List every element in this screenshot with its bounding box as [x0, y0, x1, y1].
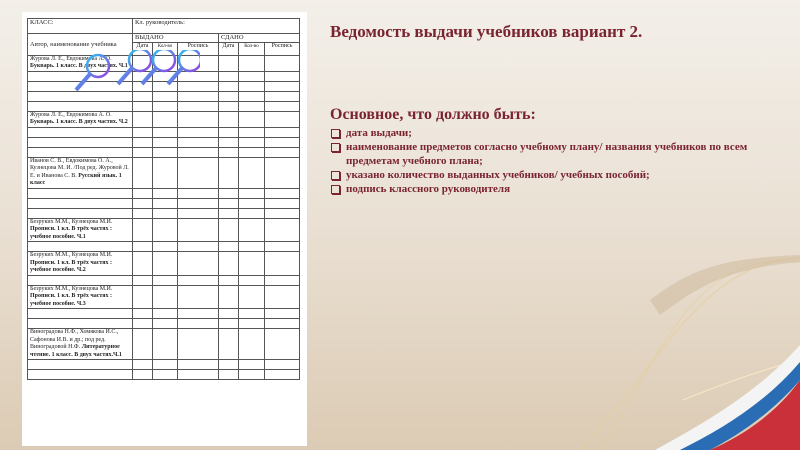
checkbox-bullet-icon	[331, 129, 340, 138]
book-authors: Журова Л. Е., Евдокимова А. О.	[30, 111, 112, 118]
cell[interactable]	[178, 285, 219, 309]
cell[interactable]	[239, 157, 265, 188]
cell[interactable]	[219, 147, 239, 157]
cell[interactable]	[178, 252, 219, 276]
cell[interactable]	[133, 360, 153, 370]
requirements-list	[330, 126, 760, 196]
cell[interactable]	[265, 101, 300, 111]
cell[interactable]	[28, 370, 133, 380]
cell[interactable]	[133, 285, 153, 309]
cell[interactable]	[178, 329, 219, 360]
slide-title: Ведомость выдачи учебников вариант 2.	[330, 22, 643, 41]
cell[interactable]	[239, 360, 265, 370]
cell[interactable]	[239, 370, 265, 380]
cell[interactable]	[219, 198, 239, 208]
cell[interactable]	[133, 147, 153, 157]
cell[interactable]	[28, 319, 133, 329]
book-authors: Безруких М.М., Кузнецова М.И.	[30, 252, 113, 258]
cell[interactable]	[178, 198, 219, 208]
cell[interactable]	[265, 111, 300, 127]
book-cell	[28, 218, 133, 242]
book-row	[28, 157, 300, 188]
requirement-text: дата выдачи;	[346, 127, 412, 139]
cell[interactable]	[133, 101, 153, 111]
cell[interactable]	[219, 285, 239, 309]
book-title: Прописи. 1 кл. В трёх частях : учебное пособие. Ч.2	[30, 259, 113, 273]
cell[interactable]	[219, 81, 239, 91]
issued-header: ВЫДАНО	[133, 34, 219, 43]
empty-row	[28, 147, 300, 157]
cell[interactable]	[178, 218, 219, 242]
magnifier-icon	[76, 50, 200, 90]
cell[interactable]	[219, 208, 239, 218]
cell[interactable]	[178, 319, 219, 329]
author-header: Автор, наименование учебника	[28, 34, 133, 56]
cell[interactable]	[265, 91, 300, 101]
cell[interactable]	[239, 252, 265, 276]
magnifier-icons	[70, 50, 200, 100]
cell[interactable]	[239, 242, 265, 252]
cell[interactable]	[153, 101, 178, 111]
cell[interactable]	[265, 71, 300, 81]
cell[interactable]	[219, 55, 239, 71]
book-authors: Безруких М.М., Кузнецова М.И.	[30, 285, 113, 292]
cell[interactable]	[133, 188, 153, 198]
cell[interactable]	[219, 91, 239, 101]
requirement-text: наименование предметов согласно учебному плану/ названия учебников по всем предметам учебного плана;	[346, 141, 748, 167]
cell[interactable]	[133, 157, 153, 188]
cell[interactable]	[28, 101, 133, 111]
empty-row	[28, 101, 300, 111]
cell[interactable]	[178, 101, 219, 111]
cell[interactable]	[265, 198, 300, 208]
returned-date-header: Дата	[219, 42, 239, 55]
empty-row	[28, 137, 300, 147]
checkbox-bullet-icon	[331, 185, 340, 194]
empty-row	[28, 309, 300, 319]
cell[interactable]	[28, 275, 133, 285]
cell[interactable]	[239, 111, 265, 127]
returned-qty-header: Кол-во	[239, 42, 265, 55]
cell[interactable]	[239, 275, 265, 285]
cell[interactable]	[219, 137, 239, 147]
class-label: КЛАСС:	[28, 19, 133, 34]
cell[interactable]	[239, 91, 265, 101]
cell[interactable]	[265, 157, 300, 188]
cell[interactable]	[178, 127, 219, 137]
requirement-text: указано количество выданных учебников/ учебных пособий;	[346, 169, 650, 181]
cell[interactable]	[219, 319, 239, 329]
empty-row	[28, 242, 300, 252]
cell[interactable]	[219, 111, 239, 127]
cell[interactable]	[265, 252, 300, 276]
cell[interactable]	[28, 137, 133, 147]
returned-header: СДАНО	[219, 34, 300, 43]
cell[interactable]	[28, 208, 133, 218]
cell[interactable]	[265, 81, 300, 91]
cell[interactable]	[265, 309, 300, 319]
book-row	[28, 111, 300, 127]
book-authors: Иванов С. В., Евдокимова О. А., Кузнецова М. И. /Под ред. Журовой Л. Е. и Иванова С. В.	[30, 157, 129, 179]
checkbox-bullet-icon	[331, 171, 340, 180]
cell[interactable]	[178, 188, 219, 198]
empty-row	[28, 360, 300, 370]
cell[interactable]	[219, 157, 239, 188]
cell[interactable]	[239, 127, 265, 137]
requirement-item	[330, 126, 760, 140]
cell[interactable]	[239, 208, 265, 218]
cell[interactable]	[153, 198, 178, 208]
cell[interactable]	[239, 218, 265, 242]
cell[interactable]	[153, 319, 178, 329]
requirements-heading: Основное, что должно быть:	[330, 106, 536, 123]
empty-row	[28, 370, 300, 380]
book-authors: Журова Л. Е., Евдокимова А. О.	[30, 55, 112, 62]
cell[interactable]	[28, 147, 133, 157]
book-cell	[28, 329, 133, 360]
cell[interactable]	[178, 370, 219, 380]
cell[interactable]	[153, 147, 178, 157]
requirement-text: подпись классного руководителя	[346, 183, 511, 195]
cell[interactable]	[239, 329, 265, 360]
cell[interactable]	[153, 157, 178, 188]
cell[interactable]	[265, 275, 300, 285]
cell[interactable]	[219, 127, 239, 137]
cell[interactable]	[153, 208, 178, 218]
book-cell	[28, 252, 133, 276]
cell[interactable]	[153, 329, 178, 360]
cell[interactable]	[178, 147, 219, 157]
issued-date-header: Дата	[133, 42, 153, 55]
cell[interactable]	[153, 360, 178, 370]
cell[interactable]	[219, 360, 239, 370]
cell[interactable]	[153, 137, 178, 147]
cell[interactable]	[265, 137, 300, 147]
cell[interactable]	[239, 198, 265, 208]
cell[interactable]	[133, 252, 153, 276]
cell[interactable]	[133, 275, 153, 285]
requirement-item	[330, 140, 760, 168]
cell[interactable]	[153, 242, 178, 252]
cell[interactable]	[178, 208, 219, 218]
cell[interactable]	[28, 309, 133, 319]
cell[interactable]	[133, 319, 153, 329]
cell[interactable]	[178, 137, 219, 147]
cell[interactable]	[239, 137, 265, 147]
cell[interactable]	[265, 55, 300, 71]
book-cell	[28, 111, 133, 127]
cell[interactable]	[219, 275, 239, 285]
empty-row	[28, 275, 300, 285]
cell[interactable]	[265, 147, 300, 157]
cell[interactable]	[133, 137, 153, 147]
cell[interactable]	[265, 370, 300, 380]
teacher-label: Кл. руководитель:	[133, 19, 300, 34]
cell[interactable]	[28, 242, 133, 252]
cell[interactable]	[239, 71, 265, 81]
cell[interactable]	[219, 71, 239, 81]
cell[interactable]	[219, 252, 239, 276]
cell[interactable]	[133, 208, 153, 218]
cell[interactable]	[28, 188, 133, 198]
book-row	[28, 252, 300, 276]
cell[interactable]	[133, 218, 153, 242]
book-row	[28, 329, 300, 360]
cell[interactable]	[219, 309, 239, 319]
cell[interactable]	[178, 275, 219, 285]
cell[interactable]	[153, 275, 178, 285]
cell[interactable]	[133, 111, 153, 127]
cell[interactable]	[28, 360, 133, 370]
cell[interactable]	[239, 101, 265, 111]
cell[interactable]	[219, 218, 239, 242]
cell[interactable]	[178, 242, 219, 252]
empty-row	[28, 188, 300, 198]
cell[interactable]	[219, 188, 239, 198]
book-cell	[28, 285, 133, 309]
cell[interactable]	[219, 370, 239, 380]
cell[interactable]	[133, 309, 153, 319]
cell[interactable]	[153, 111, 178, 127]
empty-row	[28, 127, 300, 137]
book-title: Прописи. 1 кл. В трёх частях : учебное пособие. Ч.3	[30, 293, 113, 307]
cell[interactable]	[133, 198, 153, 208]
cell[interactable]	[239, 319, 265, 329]
cell[interactable]	[133, 329, 153, 360]
cell[interactable]	[239, 81, 265, 91]
book-title: Прописи. 1 кл. В трёх частях : учебное пособие. Ч.1	[30, 226, 113, 240]
cell[interactable]	[219, 329, 239, 360]
cell[interactable]	[239, 285, 265, 309]
cell[interactable]	[153, 252, 178, 276]
empty-row	[28, 208, 300, 218]
book-authors: Безруких М.М., Кузнецова М.И.	[30, 218, 113, 225]
cell[interactable]	[265, 360, 300, 370]
cell[interactable]	[265, 242, 300, 252]
cell[interactable]	[265, 218, 300, 242]
checkbox-bullet-icon	[331, 143, 340, 152]
book-row	[28, 285, 300, 309]
empty-row	[28, 319, 300, 329]
cell[interactable]	[265, 127, 300, 137]
cell[interactable]	[265, 188, 300, 198]
book-row	[28, 218, 300, 242]
cell[interactable]	[219, 101, 239, 111]
cell[interactable]	[153, 218, 178, 242]
cell[interactable]	[239, 309, 265, 319]
cell[interactable]	[239, 55, 265, 71]
requirement-item	[330, 182, 760, 196]
cell[interactable]	[153, 309, 178, 319]
cell[interactable]	[219, 242, 239, 252]
cell[interactable]	[178, 157, 219, 188]
cell[interactable]	[239, 147, 265, 157]
returned-sign-header: Роспись	[265, 42, 300, 55]
cell[interactable]	[239, 188, 265, 198]
cell[interactable]	[178, 309, 219, 319]
cell[interactable]	[153, 127, 178, 137]
cell[interactable]	[133, 242, 153, 252]
cell[interactable]	[265, 208, 300, 218]
cell[interactable]	[265, 319, 300, 329]
book-authors: Виноградова Н.Ф., Хомякова И.С., Сафонова И.В. и др.; под ред. Виноградовой Н.Ф.	[30, 329, 119, 350]
cell[interactable]	[153, 188, 178, 198]
requirement-item	[330, 168, 760, 182]
cell[interactable]	[28, 198, 133, 208]
cell[interactable]	[28, 127, 133, 137]
cell[interactable]	[153, 370, 178, 380]
cell[interactable]	[265, 285, 300, 309]
book-title: Литературное чтение. 1 класс. В двух частях.Ч.1	[30, 344, 122, 358]
book-title: Русский язык. 1 класс	[30, 172, 122, 186]
cell[interactable]	[178, 111, 219, 127]
cell[interactable]	[133, 370, 153, 380]
issued-sign-header: Роспись	[178, 42, 219, 55]
book-title: Букварь. 1 класс. В двух частях. Ч.2	[30, 119, 128, 125]
cell[interactable]	[153, 285, 178, 309]
cell[interactable]	[178, 360, 219, 370]
book-cell	[28, 157, 133, 188]
cell[interactable]	[265, 329, 300, 360]
issued-qty-header: Кол-во	[153, 42, 178, 55]
book-title: Букварь. 1 класс. В двух частях. Ч.1	[30, 63, 128, 69]
empty-row	[28, 198, 300, 208]
cell[interactable]	[133, 127, 153, 137]
